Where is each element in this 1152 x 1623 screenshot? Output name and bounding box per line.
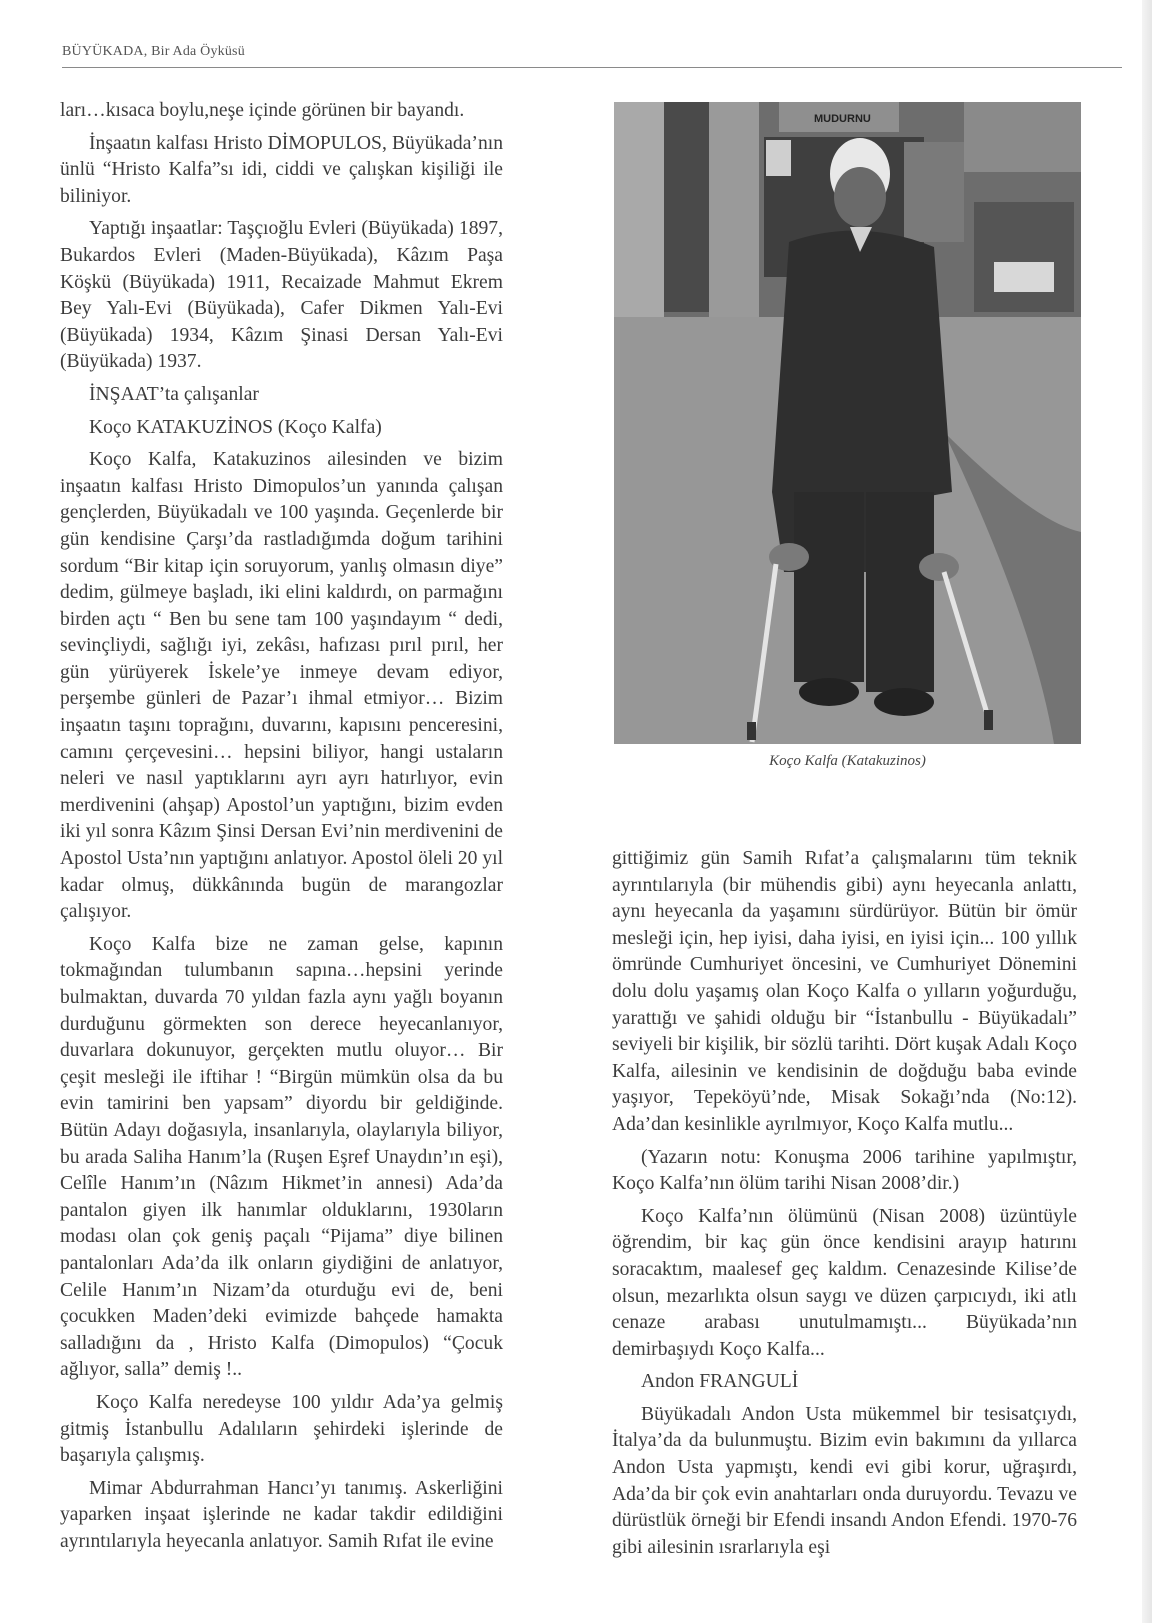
photo-figure	[614, 102, 1081, 744]
notice-paper	[766, 140, 791, 176]
section-heading: Andon FRANGULİ	[641, 1371, 799, 1393]
running-header: BÜYÜKADA, Bir Ada Öyküsü	[62, 44, 245, 59]
paragraph: Koço Kalfa neredeyse 100 yıldır Ada’ya gelmiş gitmiş İstanbullu Adalıların şehirdeki işlerinde de başarıyla çalışmış.	[60, 1391, 503, 1467]
paragraph: Koço Kalfa, Katakuzinos ailesinden ve bizim inşaatın kalfası Hristo Dimopulos’un yanında çalışan gençlerden, Büyükadalı ve 100 yaşında. Geçenlerde bir gün kendisine Çarşı’da rastladığımda doğum tarihini sordum “Bir kitap için soruyorum, yanlış olmasın diye” dedim, gülmeye başladı, iki elini kaldırdı, on parmağını birden açtı “ Ben bu sene tam 100 yaşındayım “ dedi, sevinçliydi, sağlığı iyi, zekâsı, hafızası pırıl pırıl, her gün yürüyerek İskele’ye inmeye devam ediyor, perşembe günleri de Pazar’ı ihmal etmiyor… Bizim inşaatın taşını toprağını, duvarını, kapısını penceresini, camını çerçevesini… hepsini biliyor, hangi ustaların neleri ve nasıl yaptıklarını ayrı ayrı hatırlıyor, evin merdivenini (ahşap) Apostol’un yaptığını, bizim evden iki yıl sonra Kâzım Şinsi Dersan Evi’nin merdivenini de Apostol Usta’nın yaptığını anlatıyor. Apostol öleli 20 yıl kadar olmuş, dükkânında bugün de marangozlar çalışıyor.	[60, 449, 504, 923]
page-edge-shadow	[1142, 0, 1152, 1623]
paragraph: Büyükadalı Andon Usta mükemmel bir tesisatçıydı, İtalya’da da bulunmuştu. Bizim evin bakımını da yıllarca Andon Usta yapmıştı, kendi evi gibi korur, uğraşırdı, Ada’da bir çok evin anahtarları onda duruyordu. Tevazu ve dürüstlük örneği bir Efendi insandı Andon Efendi. 1970-76 gibi ailesinin ısrarlarıyla eşi	[612, 1403, 1077, 1558]
face	[834, 167, 886, 227]
paragraph: (Yazarın notu: Konuşma 2006 tarihine yapılmıştır, Koço Kalfa’nın ölüm tarihi Nisan 2008’dir.)	[612, 1146, 1077, 1195]
left-shoe	[799, 678, 859, 706]
building-pillar	[614, 102, 664, 322]
header-rule	[62, 67, 1122, 68]
crate	[994, 262, 1054, 292]
right-crutch-tip	[984, 710, 993, 730]
right-column	[612, 846, 1077, 1567]
window-frame	[904, 142, 964, 242]
paragraph: Koço Kalfa’nın ölümünü (Nisan 2008) üzüntüyle öğrendim, bir kaç gün önce kendisini arayıp hatırını soracaktım, maalesef geç kaldım. Cenazesinde Kilise’de olsun, mezarlıkta olsun saygı ve düzen çarpıcıydı, iki atlı cenaze arabası unutulmamıştı... Büyükada’nın demirbaşıydı Koço Kalfa...	[612, 1205, 1077, 1360]
left-leg	[794, 492, 864, 682]
paragraph: Yaptığı inşaatlar: Taşçıoğlu Evleri (Büyükada) 1897, Bukardos Evleri (Maden-Büyükada), Kâzım Paşa Köşkü (Büyükada) 1911, Recaizade Mahmut Ekrem Bey Yalı-Evi (Büyükada), Cafer Dikmen Yalı-Evi (Büyükada) 1934, Kâzım Şinasi Dersan Yalı-Evi (Büyükada) 1937.	[60, 218, 503, 373]
building-doorway	[664, 102, 709, 312]
paragraph: İnşaatın kalfası Hristo DİMOPULOS, Büyükada’nın ünlü “Hristo Kalfa”sı idi, ciddi ve çalışkan kişiliği ile biliniyor.	[60, 132, 503, 207]
awning	[964, 102, 1081, 172]
paragraph: gittiğimiz gün Samih Rıfat’a çalışmalarını tüm teknik ayrıntılarıyla (bir mühendis gibi) aynı heyecanla anlattı, aynı heyecanla da yaşamını sürdürüyor. Bütün bir ömür mesleği için, hep iyisi, daha iyisi, en iyisi için... 100 yıllık ömründe Cumhuriyet öncesini, ve Cumhuriyet Dönemini dolu dolu yaşamış olan Koço Kalfa o yılların yoğurduğu, yarattığı ve şahidi olduğu bir “İstanbullu - Büyükadalı” seviyeli bir kişilik, bir sözlü tarihti. Dört kuşak Adalı Koço Kalfa, ailesinin ve kendisinin de doğduğu baba evinde yaşıyor, Tepeköyü’nde, Misak Sokağı’nda (No:12). Ada’dan kesinlikle ayrılmıyor, Koço Kalfa mutlu...	[612, 848, 1077, 1135]
photo-illustration	[614, 102, 1081, 744]
shop-sign-text: MUDURNU	[814, 113, 871, 125]
left-crutch-tip	[747, 722, 756, 740]
paragraph: ları…kısaca boylu,neşe içinde görünen bir bayandı.	[60, 100, 465, 121]
right-hand	[919, 553, 959, 581]
building-wall	[709, 102, 759, 317]
paragraph: Koço Kalfa bize ne zaman gelse, kapının tokmağından tulumbanın sapına…hepsini yerinde bulmaktan, duvarda 70 yıldan fazla aynı yağlı boyanın durduğunu görmekten son derece heyecanlanıyor, duvarlara dokunuyor, gerçekten mutlu oluyor… Bir çeşit mesleği ile iftihar ! “Birgün mümkün olsa da bu evin tamirini ben yapsam” diyordu bir geldiğinde. Bütün Adayı doğasıyla, insanlarıyla, olaylarıyla biliyor, bu arada Saliha Hanım’la (Ruşen Eşref Unaydın’ın eşi), Celîle Hanım’ın (Nâzım Hikmet’in annesi) Ada’da pantalon giyen ilk hanımlar olduklarını, 1930ların modası olan çok geniş paçalı “Pijama” diye bilinen pantalonları Ada’da ilk onların giydiğini de anlatıyor, Celile Hanım’ın Nizam’da oturduğu evi de, beni çocukken Maden’deki evimizde bahçede hamakta salladığını da , Hristo Kalfa (Dimopulos) “Çocuk ağlıyor, salla” demiş !..	[60, 933, 503, 1381]
photo-koco-kalfa	[614, 102, 1081, 744]
paragraph: Mimar Abdurrahman Hancı’yı tanımış. Askerliğini yaparken inşaat işlerinde ne kadar takdir edildiğini ayrıntılarıyla heyecanla anlatıyor. Samih Rıfat ile evine	[60, 1477, 503, 1552]
photo-caption: Koço Kalfa (Katakuzinos)	[769, 753, 926, 769]
right-leg	[866, 492, 934, 692]
left-column	[60, 98, 503, 1561]
storefront-right	[974, 202, 1074, 312]
subsection-heading: Koço KATAKUZİNOS (Koço Kalfa)	[89, 416, 382, 438]
right-shoe	[874, 688, 934, 716]
section-heading: İNŞAAT’ta çalışanlar	[89, 383, 259, 405]
